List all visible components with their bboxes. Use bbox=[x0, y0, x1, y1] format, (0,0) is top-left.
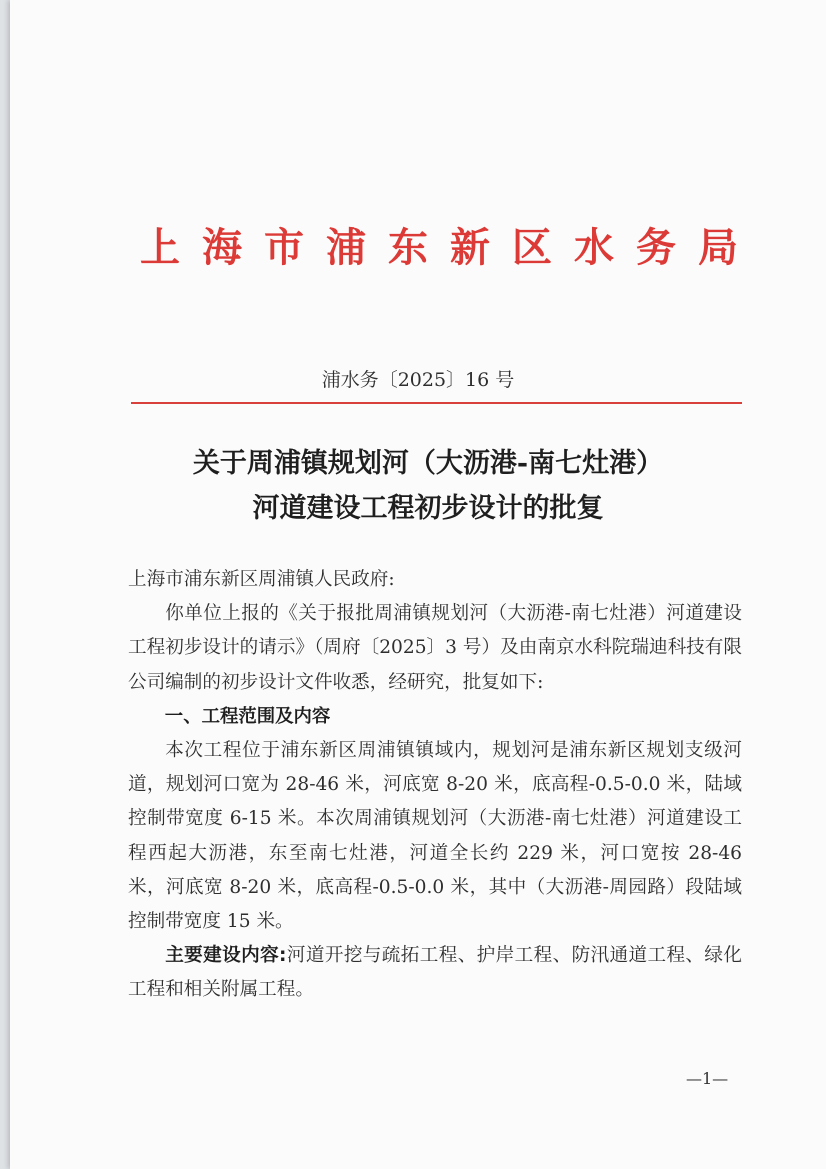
scope-paragraph: 本次工程位于浦东新区周浦镇镇域内，规划河是浦东新区规划支级河道，规划河口宽为 28-46 米，河底宽 8-20 米，底高程-0.5-0.0 米，陆域控制带宽度 6-15 米。本次周浦镇规划河（大沥港-南七灶港）河道建设工程西起大沥港，东至南七灶港，河道全长约 229 米，河口宽按 28-46 米，河底宽 8-20 米，底高程-0.5-0.0 米，其中（大沥港-周园路）段陆域控制带宽度 15 米。 bbox=[128, 740, 742, 933]
main-content-text: 河道开挖与疏拓工程、护岸工程、防汛通道工程、绿化工程和相关附属工程。 bbox=[128, 945, 742, 1001]
document-number: 浦水务〔2025〕16 号 bbox=[321, 369, 515, 391]
title-line-1: 关于周浦镇规划河（大沥港-南七灶港） bbox=[192, 448, 664, 479]
document-body bbox=[128, 563, 742, 1008]
document-title bbox=[120, 441, 736, 531]
title-line-2: 河道建设工程初步设计的批复 bbox=[252, 493, 604, 524]
red-divider-line bbox=[131, 402, 742, 404]
main-content-paragraph bbox=[128, 939, 742, 1007]
recipient-line: 上海市浦东新区周浦镇人民政府: bbox=[128, 569, 395, 590]
document-page bbox=[10, 0, 826, 1169]
intro-paragraph: 你单位上报的《关于报批周浦镇规划河（大沥港-南七灶港）河道建设工程初步设计的请示》（周府〔2025〕3 号）及由南京水科院瑞迪科技有限公司编制的初步设计文件收悉，经研究，批复如下: bbox=[128, 603, 742, 693]
main-content-label: 主要建设内容: bbox=[165, 945, 287, 967]
page-number: —1— bbox=[686, 1069, 729, 1088]
agency-name-header: 上海市浦东新区水务局 bbox=[140, 224, 760, 271]
section-heading-scope: 一、工程范围及内容 bbox=[164, 705, 331, 727]
